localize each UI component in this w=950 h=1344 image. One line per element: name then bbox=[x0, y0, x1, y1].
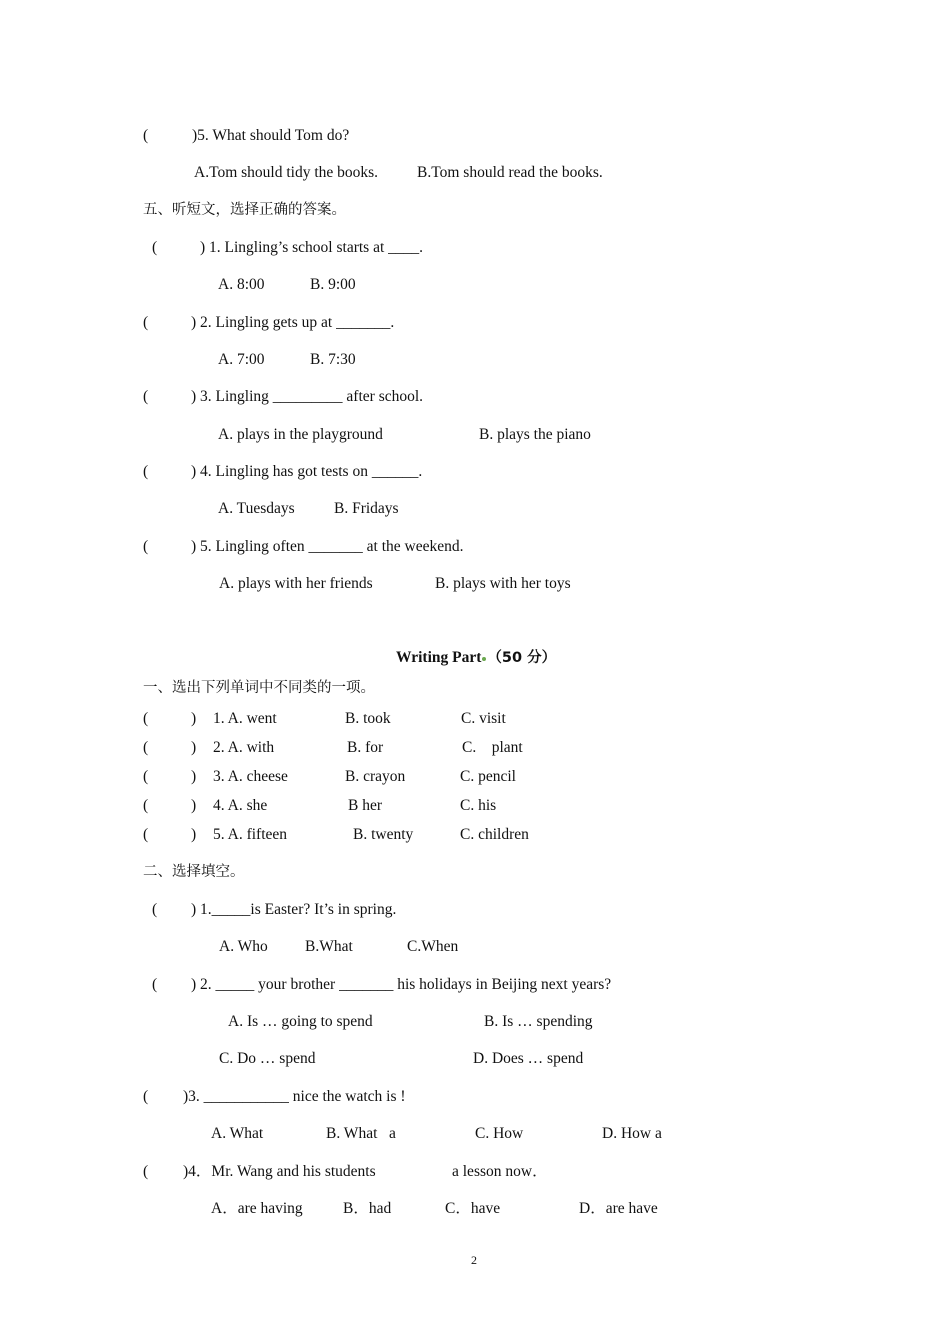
writing-section1-title: 一、选出下列单词中不同类的一项。 bbox=[143, 680, 375, 696]
w2-q4-option-a: A．are having bbox=[211, 1200, 303, 1217]
row-close-paren: ) bbox=[191, 826, 197, 843]
row-option-b: B. took bbox=[345, 710, 391, 727]
page-number: 2 bbox=[471, 1253, 477, 1267]
s5-q1-paren: ( bbox=[152, 239, 158, 256]
q5-stem: )5. What should Tom do? bbox=[192, 127, 350, 144]
row-close-paren: ) bbox=[191, 797, 197, 814]
s5-q4-option-a: A. Tuesdays bbox=[218, 500, 295, 517]
w2-q2-option-a: A. Is … going to spend bbox=[228, 1013, 373, 1030]
row-option-a: 2. A. with bbox=[213, 739, 275, 756]
s5-q5-paren: ( bbox=[143, 538, 149, 555]
writing-part-title bbox=[396, 649, 556, 667]
section5-title: 五、听短文，选择正确的答案。 bbox=[143, 202, 346, 218]
w2-q2-paren: ( bbox=[152, 976, 158, 993]
s5-q5-option-b: B. plays with her toys bbox=[435, 575, 571, 592]
q5-paren: ( bbox=[143, 127, 149, 144]
s5-q1-stem: ) 1. Lingling’s school starts at ____. bbox=[200, 239, 424, 256]
s5-q3-stem: ) 3. Lingling _________ after school. bbox=[191, 388, 424, 405]
w2-q3-option-d: D. How a bbox=[602, 1125, 662, 1142]
s5-q4-stem: ) 4. Lingling has got tests on ______. bbox=[191, 463, 423, 480]
w2-q3-paren: ( bbox=[143, 1088, 149, 1105]
green-dot-icon bbox=[482, 657, 486, 661]
row-paren: ( bbox=[143, 797, 149, 814]
writing-section2-title: 二、选择填空。 bbox=[143, 864, 245, 880]
row-option-a: 5. A. fifteen bbox=[213, 826, 288, 843]
w2-q4-option-c: C．have bbox=[445, 1200, 501, 1217]
w2-q1-paren: ( bbox=[152, 901, 158, 918]
w2-q2-option-b: B. Is … spending bbox=[484, 1013, 593, 1030]
s5-q1-option-b: B. 9:00 bbox=[310, 276, 356, 293]
s5-q2-option-b: B. 7:30 bbox=[310, 351, 356, 368]
row-option-c: C. his bbox=[460, 797, 497, 814]
w2-q1-stem: ) 1._____is Easter? It’s in spring. bbox=[191, 901, 397, 918]
s5-q3-paren: ( bbox=[143, 388, 149, 405]
s5-q3-option-a: A. plays in the playground bbox=[218, 426, 383, 443]
w2-q2-stem: ) 2. _____ your brother _______ his holidays in Beijing next years? bbox=[191, 976, 612, 993]
w2-q1-option-c: C.When bbox=[407, 938, 459, 955]
w2-q1-option-a: A. Who bbox=[219, 938, 268, 955]
w2-q1-option-b: B.What bbox=[305, 938, 353, 955]
row-paren: ( bbox=[143, 739, 149, 756]
s5-q5-stem: ) 5. Lingling often _______ at the weekend. bbox=[191, 538, 464, 555]
s5-q4-paren: ( bbox=[143, 463, 149, 480]
row-option-b: B. twenty bbox=[353, 826, 414, 843]
row-close-paren: ) bbox=[191, 739, 197, 756]
q5-option-b: B.Tom should read the books. bbox=[417, 164, 603, 181]
row-option-a: 1. A. went bbox=[213, 710, 277, 727]
s5-q4-option-b: B. Fridays bbox=[334, 500, 399, 517]
row-close-paren: ) bbox=[191, 710, 197, 727]
w2-q3-stem: )3. ___________ nice the watch is ! bbox=[183, 1088, 406, 1105]
w2-q2-option-c: C. Do … spend bbox=[219, 1050, 316, 1067]
row-option-a: 3. A. cheese bbox=[213, 768, 288, 785]
row-option-c: C. pencil bbox=[460, 768, 516, 785]
row-paren: ( bbox=[143, 710, 149, 727]
row-paren: ( bbox=[143, 768, 149, 785]
row-option-b: B. crayon bbox=[345, 768, 406, 785]
s5-q1-option-a: A. 8:00 bbox=[218, 276, 265, 293]
s5-q2-paren: ( bbox=[143, 314, 149, 331]
row-paren: ( bbox=[143, 826, 149, 843]
row-option-c: C. plant bbox=[462, 739, 523, 756]
w2-q2-option-d: D. Does … spend bbox=[473, 1050, 584, 1067]
row-option-a: 4. A. she bbox=[213, 797, 268, 814]
w2-q3-option-c: C. How bbox=[475, 1125, 524, 1142]
w2-q4-paren: ( bbox=[143, 1163, 149, 1180]
w2-q3-option-a: A. What bbox=[211, 1125, 264, 1142]
row-close-paren: ) bbox=[191, 768, 197, 785]
s5-q2-option-a: A. 7:00 bbox=[218, 351, 265, 368]
row-option-c: C. visit bbox=[461, 710, 506, 727]
w2-q4-stem-end: a lesson now． bbox=[452, 1163, 548, 1180]
row-option-c: C. children bbox=[460, 826, 529, 843]
w2-q4-stem: )4．Mr. Wang and his students bbox=[183, 1163, 376, 1180]
writing-score: （50 分） bbox=[487, 650, 557, 666]
row-option-b: B. for bbox=[347, 739, 384, 756]
row-option-b: B her bbox=[348, 797, 383, 814]
writing-title-text: Writing Part bbox=[396, 649, 482, 666]
q5-option-a: A.Tom should tidy the books. bbox=[194, 164, 379, 181]
s5-q2-stem: ) 2. Lingling gets up at _______. bbox=[191, 314, 395, 331]
s5-q5-option-a: A. plays with her friends bbox=[219, 575, 373, 592]
w2-q4-option-b: B．had bbox=[343, 1200, 392, 1217]
w2-q3-option-b: B. What a bbox=[326, 1125, 396, 1142]
s5-q3-option-b: B. plays the piano bbox=[479, 426, 591, 443]
w2-q4-option-d: D．are have bbox=[579, 1200, 658, 1217]
